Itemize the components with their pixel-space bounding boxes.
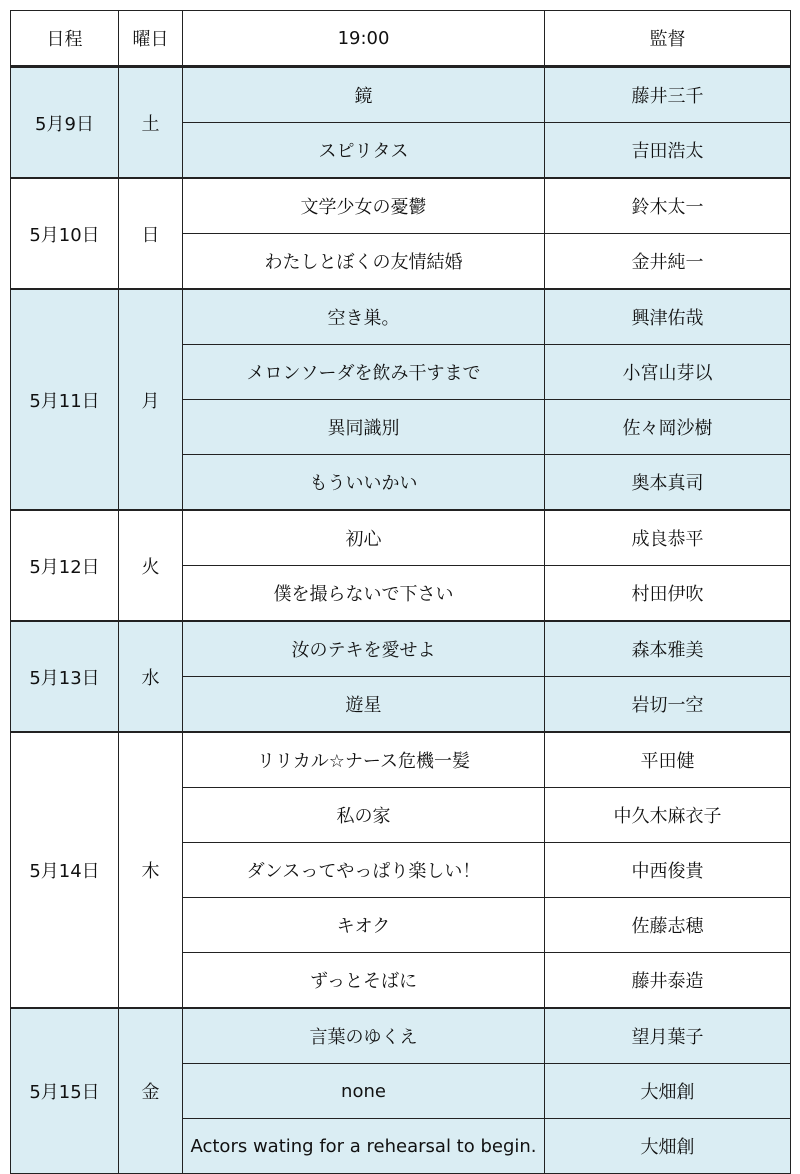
weekday-cell: 木 bbox=[119, 732, 183, 1008]
director-cell: 中久木麻衣子 bbox=[545, 788, 791, 843]
director-cell: 成良恭平 bbox=[545, 510, 791, 566]
film-title-cell: 初心 bbox=[183, 510, 545, 566]
film-title-cell: もういいかい bbox=[183, 455, 545, 511]
weekday-cell: 日 bbox=[119, 178, 183, 289]
table-body bbox=[11, 67, 791, 1174]
director-cell: 望月葉子 bbox=[545, 1008, 791, 1064]
film-title-cell: スピリタス bbox=[183, 123, 545, 179]
film-title-cell: 異同識別 bbox=[183, 400, 545, 455]
film-title-cell: わたしとぼくの友情結婚 bbox=[183, 234, 545, 290]
director-cell: 中西俊貴 bbox=[545, 843, 791, 898]
weekday-cell: 月 bbox=[119, 289, 183, 510]
screening-schedule-table bbox=[10, 10, 791, 1174]
director-cell: 奥本真司 bbox=[545, 455, 791, 511]
film-title-cell: 私の家 bbox=[183, 788, 545, 843]
date-cell: 5月12日 bbox=[11, 510, 119, 621]
date-cell: 5月11日 bbox=[11, 289, 119, 510]
weekday-cell: 土 bbox=[119, 67, 183, 179]
header-row bbox=[11, 11, 791, 67]
date-cell: 5月9日 bbox=[11, 67, 119, 179]
director-cell: 藤井泰造 bbox=[545, 953, 791, 1009]
table-row bbox=[11, 1008, 791, 1064]
film-title-cell: none bbox=[183, 1064, 545, 1119]
film-title-cell: リリカル☆ナース危機一髪 bbox=[183, 732, 545, 788]
director-cell: 岩切一空 bbox=[545, 677, 791, 733]
weekday-cell: 火 bbox=[119, 510, 183, 621]
table-row bbox=[11, 732, 791, 788]
header-weekday: 曜日 bbox=[119, 11, 183, 67]
director-cell: 小宮山芽以 bbox=[545, 345, 791, 400]
director-cell: 大畑創 bbox=[545, 1064, 791, 1119]
film-title-cell: 遊星 bbox=[183, 677, 545, 733]
film-title-cell: ダンスってやっぱり楽しい！ bbox=[183, 843, 545, 898]
film-title-cell: 鏡 bbox=[183, 67, 545, 123]
director-cell: 村田伊吹 bbox=[545, 566, 791, 622]
director-cell: 鈴木太一 bbox=[545, 178, 791, 234]
table-row bbox=[11, 67, 791, 123]
table-row bbox=[11, 178, 791, 234]
weekday-cell: 金 bbox=[119, 1008, 183, 1174]
director-cell: 金井純一 bbox=[545, 234, 791, 290]
table-row bbox=[11, 289, 791, 345]
director-cell: 森本雅美 bbox=[545, 621, 791, 677]
film-title-cell: Actors wating for a rehearsal to begin. bbox=[183, 1119, 545, 1174]
weekday-cell: 水 bbox=[119, 621, 183, 732]
header-time: 19:00 bbox=[183, 11, 545, 67]
film-title-cell: ずっとそばに bbox=[183, 953, 545, 1009]
director-cell: 佐々岡沙樹 bbox=[545, 400, 791, 455]
date-cell: 5月13日 bbox=[11, 621, 119, 732]
table-header bbox=[11, 11, 791, 67]
director-cell: 吉田浩太 bbox=[545, 123, 791, 179]
film-title-cell: 僕を撮らないで下さい bbox=[183, 566, 545, 622]
table-row bbox=[11, 510, 791, 566]
film-title-cell: メロンソーダを飲み干すまで bbox=[183, 345, 545, 400]
director-cell: 平田健 bbox=[545, 732, 791, 788]
director-cell: 佐藤志穂 bbox=[545, 898, 791, 953]
header-director: 監督 bbox=[545, 11, 791, 67]
director-cell: 興津佑哉 bbox=[545, 289, 791, 345]
table-row bbox=[11, 621, 791, 677]
date-cell: 5月14日 bbox=[11, 732, 119, 1008]
film-title-cell: キオク bbox=[183, 898, 545, 953]
film-title-cell: 空き巣。 bbox=[183, 289, 545, 345]
date-cell: 5月10日 bbox=[11, 178, 119, 289]
director-cell: 藤井三千 bbox=[545, 67, 791, 123]
film-title-cell: 汝のテキを愛せよ bbox=[183, 621, 545, 677]
film-title-cell: 言葉のゆくえ bbox=[183, 1008, 545, 1064]
film-title-cell: 文学少女の憂鬱 bbox=[183, 178, 545, 234]
header-date: 日程 bbox=[11, 11, 119, 67]
director-cell: 大畑創 bbox=[545, 1119, 791, 1174]
date-cell: 5月15日 bbox=[11, 1008, 119, 1174]
